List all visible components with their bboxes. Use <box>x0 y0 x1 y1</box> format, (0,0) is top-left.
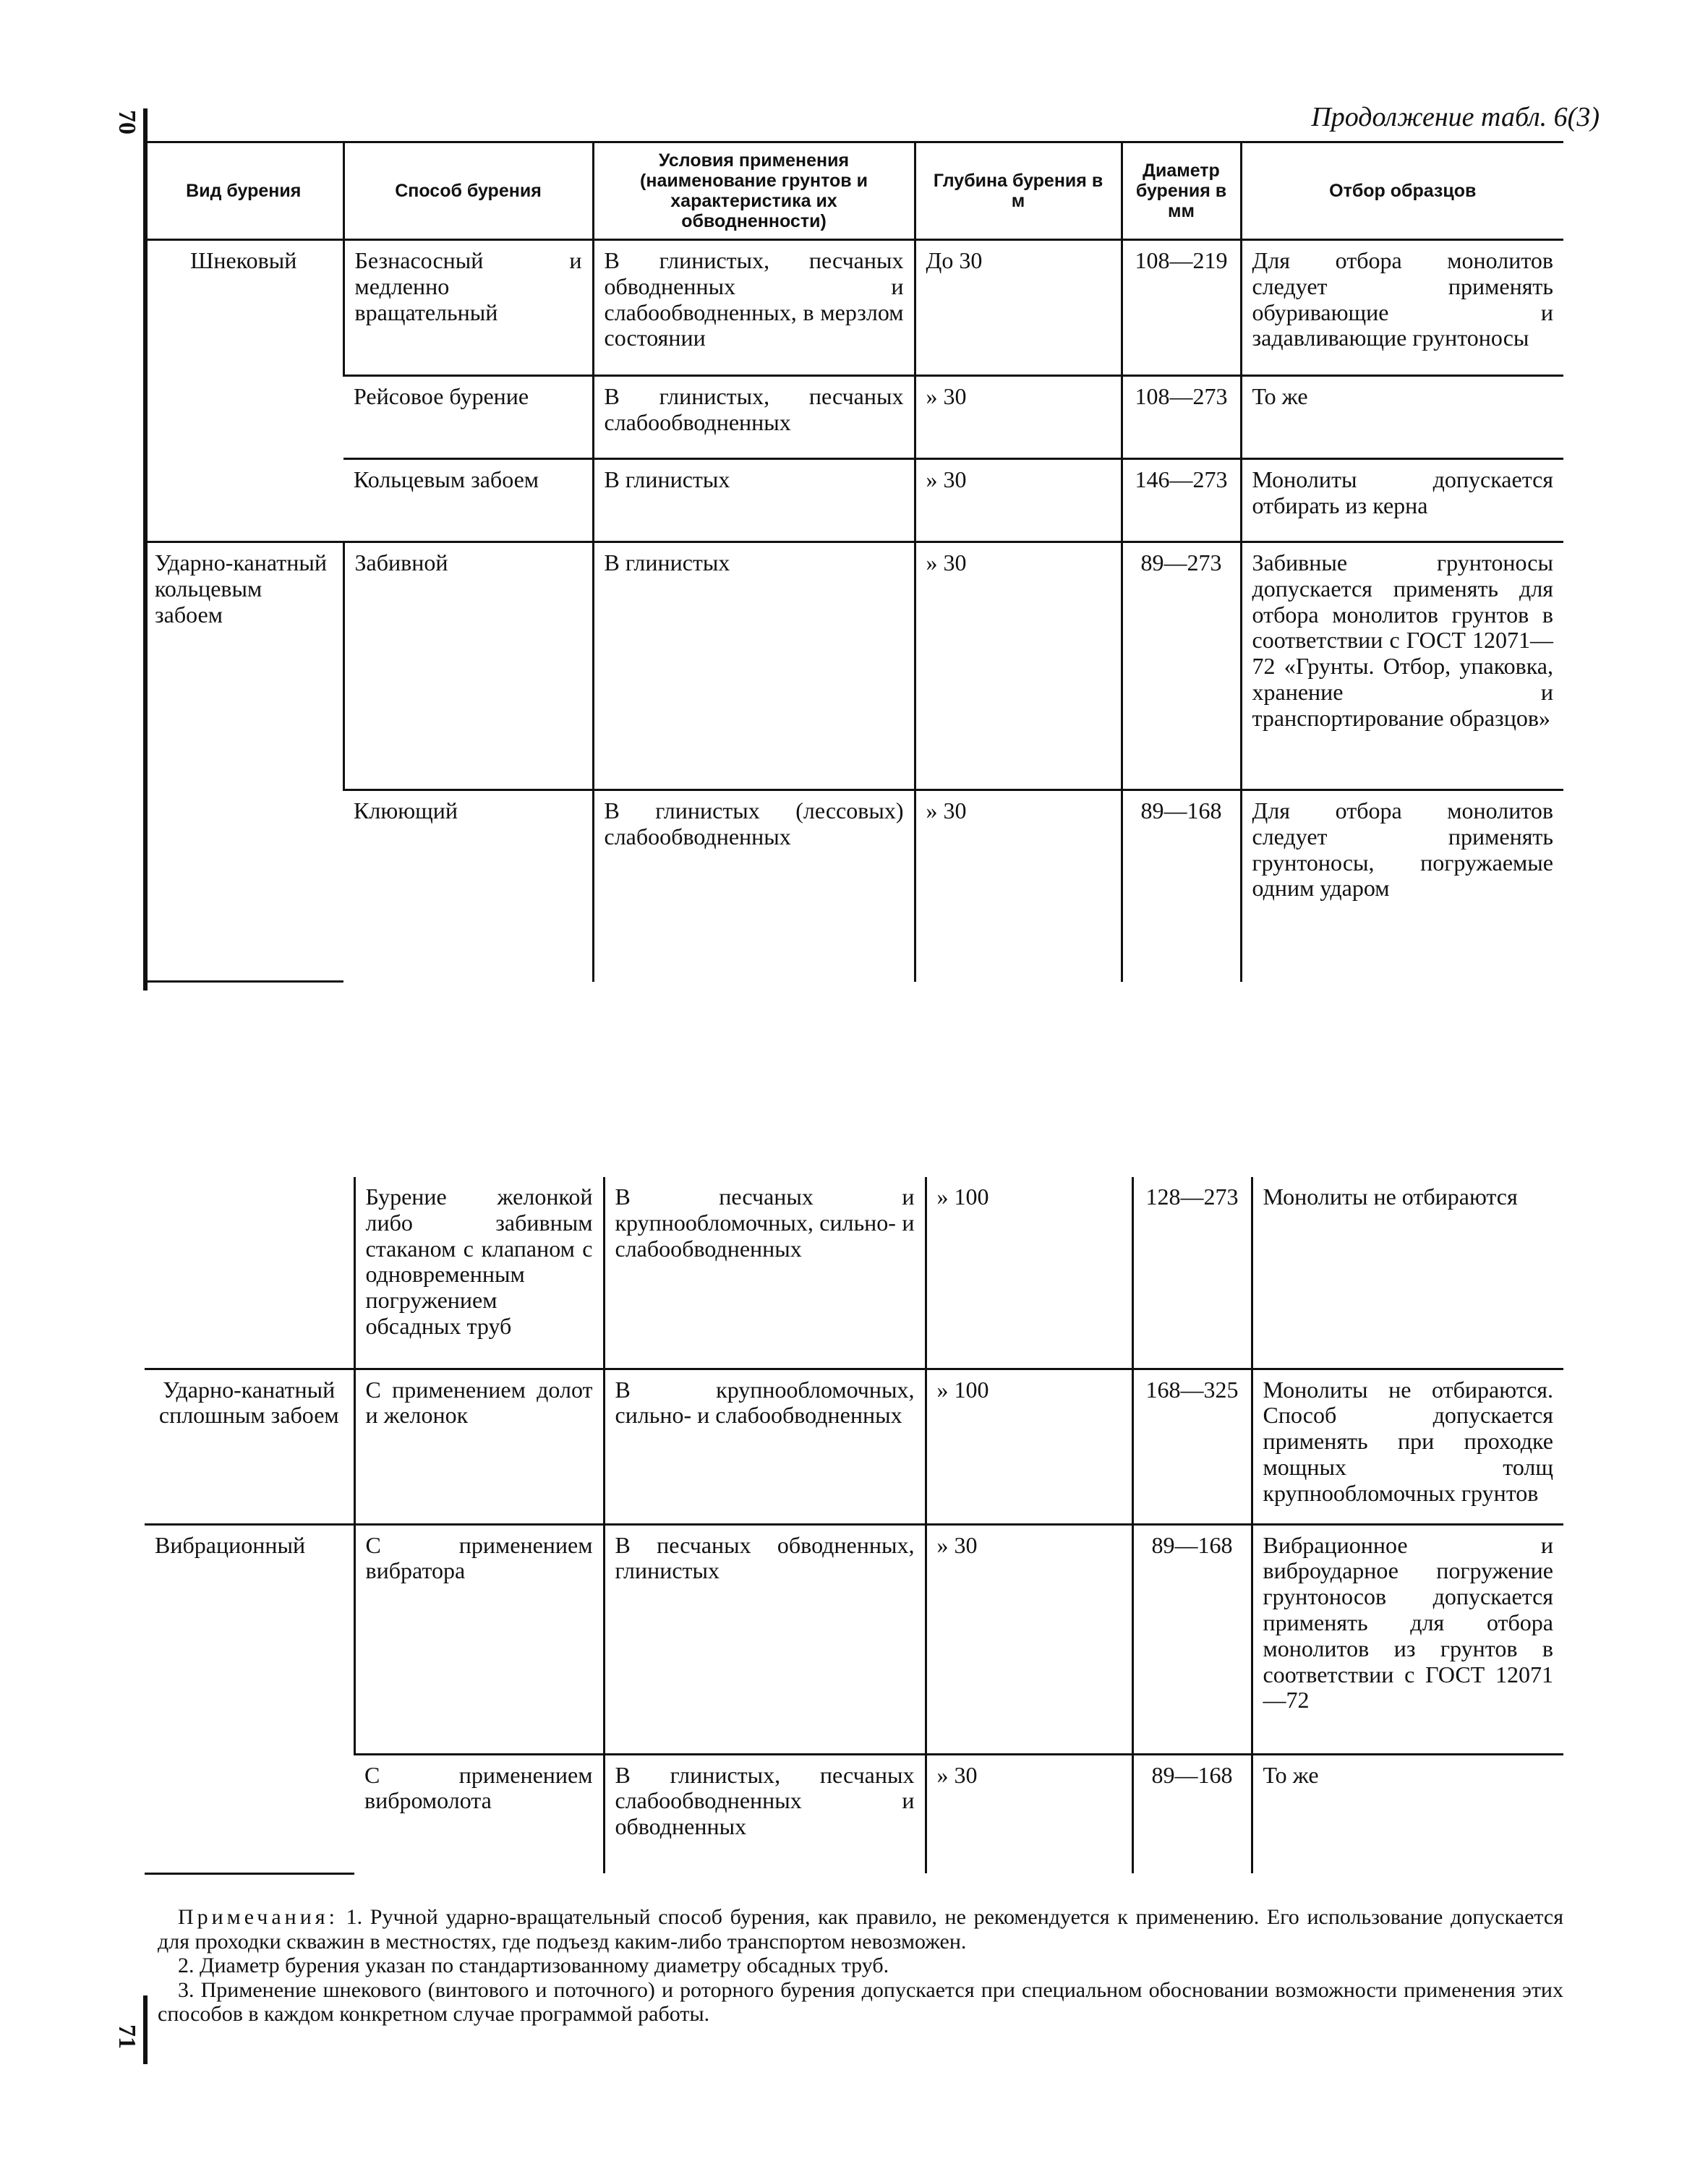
kind-cell: Ударно-канатный сплошным забоем <box>145 1369 354 1524</box>
diameter-cell: 89—168 <box>1132 1524 1252 1754</box>
header-diameter: Диаметр бурения в мм <box>1122 142 1241 240</box>
diameter-cell: 168—325 <box>1132 1369 1252 1524</box>
method-cell: Забивной <box>343 542 593 790</box>
continuation-title: Продолжение табл. 6(3) <box>1311 102 1600 132</box>
method-cell: Бурение желонкой либо забивным стаканом с клапаном с одновременным погружением обсадных труб <box>354 1177 604 1369</box>
table-row <box>145 542 1563 790</box>
conditions-cell: В глинистых, песчаных слабообводненных и обводненных <box>604 1754 926 1873</box>
conditions-cell: В песчаных и крупнообломочных, сильно- и слабообводненных <box>604 1177 926 1369</box>
left-margin-rule-bottom <box>143 1995 148 2064</box>
header-kind: Вид бурения <box>145 142 343 240</box>
table-row <box>145 376 1563 459</box>
notes-label: Примечания: <box>178 1905 338 1929</box>
drilling-methods-table-top <box>145 141 1563 983</box>
table-header-row <box>145 142 1563 240</box>
method-cell: Безнасосный и медленно вращательный <box>343 240 593 376</box>
kind-cell: Ударно-канатный кольцевым забоем <box>145 542 343 982</box>
sampling-cell: Монолиты допускается отбирать из керна <box>1241 459 1563 542</box>
diameter-cell: 128—273 <box>1132 1177 1252 1369</box>
page-number-bottom: 71 <box>114 2024 140 2049</box>
sampling-cell: Вибрационное и виброударное погружение грунтоносов допускается применять для отбора монолитов из грунтов в соответствии с ГОСТ 12071—72 <box>1252 1524 1563 1754</box>
depth-cell: » 30 <box>926 1754 1132 1873</box>
sampling-cell: Монолиты не отбираются. Способ допускается применять при проходке мощных толщ крупнообломочных грунтов <box>1252 1369 1563 1524</box>
sampling-cell: То же <box>1252 1754 1563 1873</box>
table-row <box>145 1754 1563 1873</box>
diameter-cell: 89—273 <box>1122 542 1241 790</box>
diameter-cell: 89—168 <box>1132 1754 1252 1873</box>
sampling-cell: Для отбора монолитов следует применять грунтоносы, погружаемые одним ударом <box>1241 790 1563 982</box>
conditions-cell: В песчаных обводненных, глинистых <box>604 1524 926 1754</box>
depth-cell: » 30 <box>926 1524 1132 1754</box>
method-cell: Рейсовое бурение <box>343 376 593 459</box>
sampling-cell: Монолиты не отбираются <box>1252 1177 1563 1369</box>
diameter-cell: 146—273 <box>1122 459 1241 542</box>
header-depth: Глубина бурения в м <box>915 142 1122 240</box>
table-row <box>145 790 1563 982</box>
diameter-cell: 108—273 <box>1122 376 1241 459</box>
depth-cell: » 100 <box>926 1369 1132 1524</box>
conditions-cell: В глинистых <box>593 459 915 542</box>
sampling-cell: То же <box>1241 376 1563 459</box>
header-conditions: Условия применения (наименование грунтов и характеристика их обводненности) <box>593 142 915 240</box>
note-3: 3. Применение шнекового (винтового и поточного) и роторного бурения допускается при специальном обосновании возможности применения этих способов в каждом конкретном случае программой работы. <box>158 1977 1563 2027</box>
depth-cell: » 100 <box>926 1177 1132 1369</box>
table-row <box>145 1369 1563 1524</box>
sampling-cell: Для отбора монолитов следует применять обуривающие и задавливающие грунтоносы <box>1241 240 1563 376</box>
drilling-methods-table-bottom <box>145 1177 1563 1875</box>
conditions-cell: В глинистых <box>593 542 915 790</box>
note-1 <box>158 1905 1563 1954</box>
kind-cell: Шнековый <box>145 240 343 542</box>
method-cell: Клюющий <box>354 797 458 823</box>
sampling-cell: Забивные грунтоносы допускается применять для отбора монолитов грунтов в соответствии с ГОСТ 12071—72 «Грунты. Отбор, упаковка, хранение и транспортирование образцов» <box>1241 542 1563 790</box>
depth-cell: » 30 <box>915 542 1122 790</box>
method-cell: Кольцевым забоем <box>343 459 593 542</box>
depth-cell: » 30 <box>915 376 1122 459</box>
notes <box>158 1905 1563 2027</box>
method-cell: С применением вибратора <box>354 1524 604 1754</box>
header-sampling: Отбор образцов <box>1241 142 1563 240</box>
note-2: 2. Диаметр бурения указан по стандартизованному диаметру обсадных труб. <box>178 1954 889 1978</box>
conditions-cell: В крупнообломочных, сильно- и слабообводненных <box>604 1369 926 1524</box>
depth-cell: » 30 <box>915 790 1122 982</box>
depth-cell: » 30 <box>915 459 1122 542</box>
method-cell: С применением вибромолота <box>364 1761 593 1814</box>
table-row <box>145 459 1563 542</box>
table-row <box>145 1524 1563 1754</box>
table-row <box>145 1177 1563 1369</box>
conditions-cell: В глинистых (лессовых) слабообводненных <box>593 790 915 982</box>
conditions-cell: В глинистых, песчаных слабообводненных <box>593 376 915 459</box>
kind-cell: Вибрационный <box>145 1524 354 1873</box>
header-method: Способ бурения <box>343 142 593 240</box>
method-cell: С применением долот и желонок <box>354 1369 604 1524</box>
diameter-cell: 108—219 <box>1122 240 1241 376</box>
page-number-top: 70 <box>114 110 140 134</box>
depth-cell: До 30 <box>915 240 1122 376</box>
table-row <box>145 240 1563 376</box>
kind-cell <box>145 1177 354 1369</box>
note-text: 1. Ручной ударно-вращательный способ бурения, как правило, не рекомендуется к применению. Его использование допускается для проходки скважин в местностях, где подъезд каким-либо транспортом невозможен. <box>158 1905 1564 1954</box>
conditions-cell: В глинистых, песчаных обводненных и слабообводненных, в мерзлом состоянии <box>593 240 915 376</box>
diameter-cell: 89—168 <box>1122 790 1241 982</box>
